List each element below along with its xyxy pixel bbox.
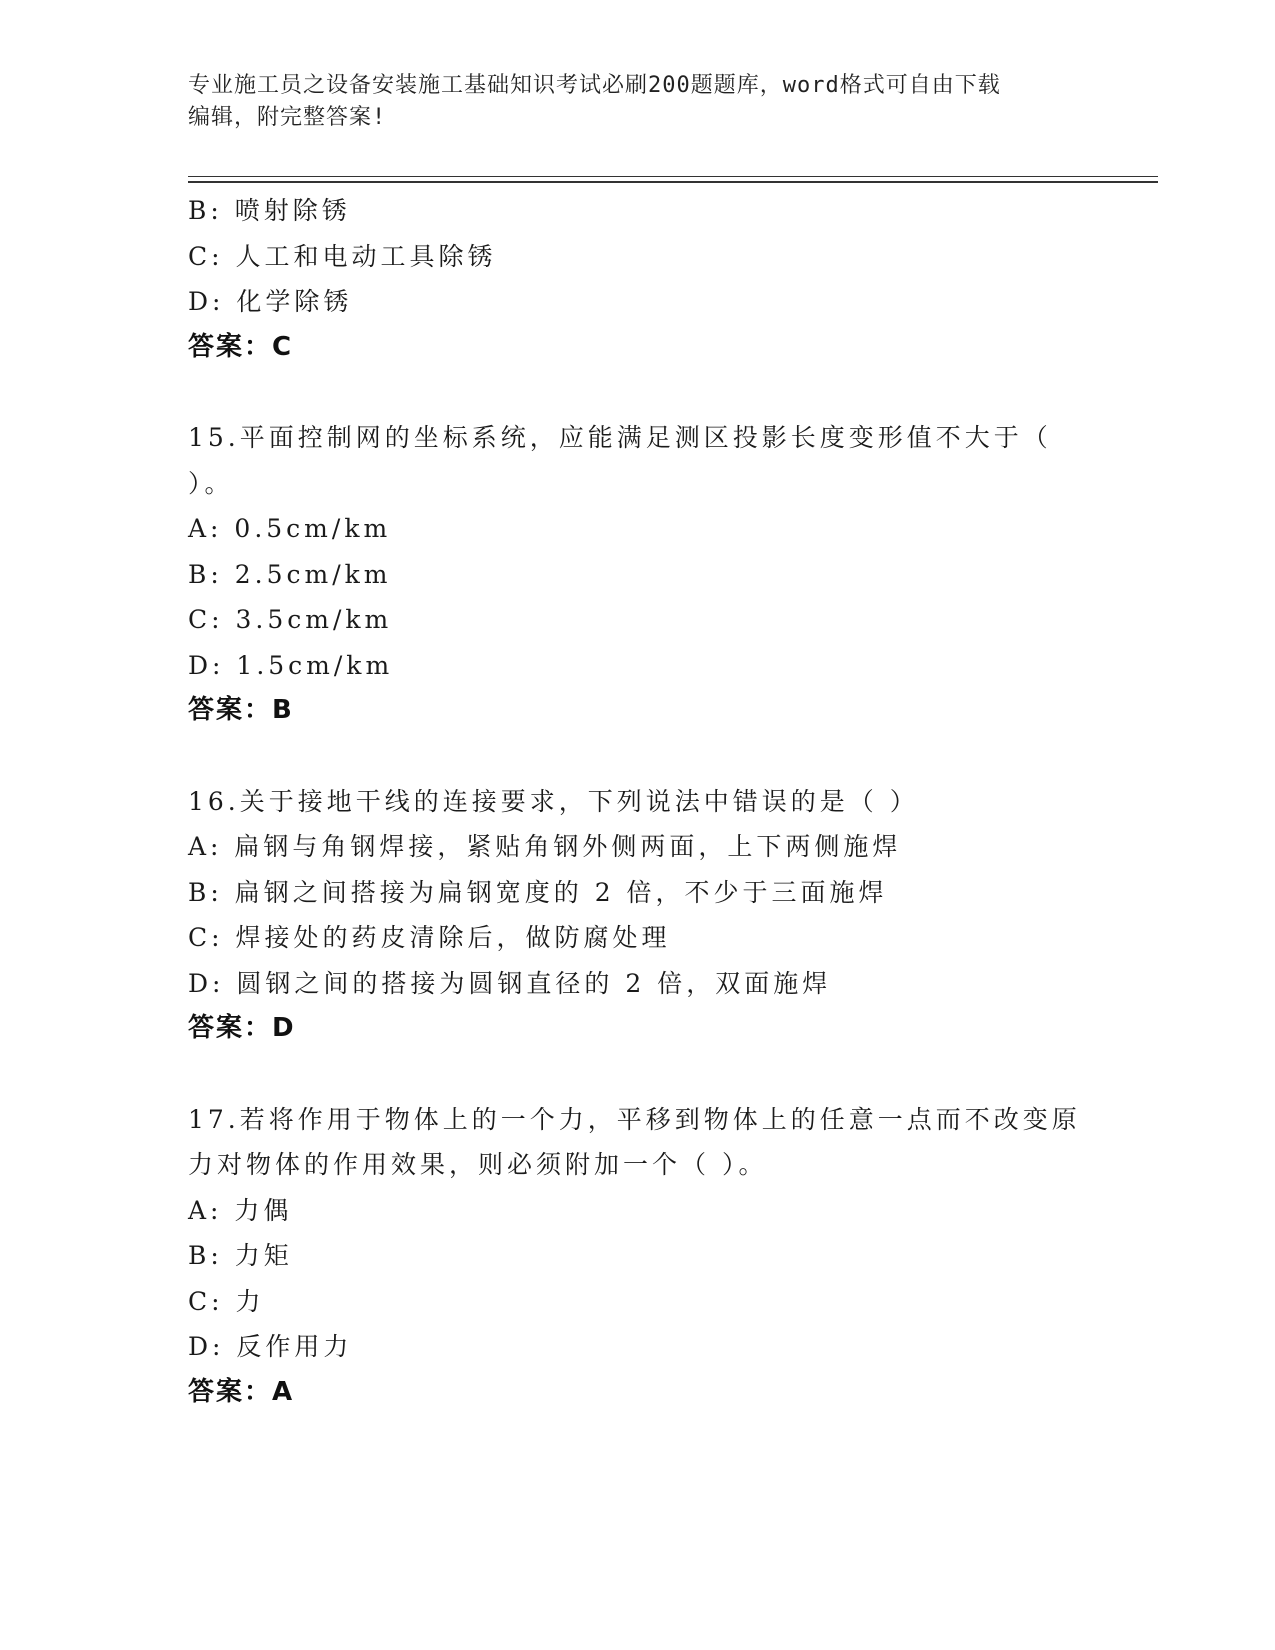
question-stem-line-2: ）。 bbox=[188, 468, 234, 498]
question-list bbox=[188, 188, 1088, 1415]
answer: 答案：B bbox=[188, 695, 294, 725]
option-b: B: 喷射除锈 bbox=[188, 196, 351, 225]
question-17 bbox=[188, 1097, 1088, 1416]
option-d: D: 反作用力 bbox=[188, 1332, 353, 1361]
option-c: C: 力 bbox=[188, 1286, 265, 1316]
option-b: B: 扁钢之间搭接为扁钢宽度的 2 倍，不少于三面施焊 bbox=[188, 877, 888, 907]
spacer bbox=[188, 370, 1088, 415]
option-c: C: 3.5cm/km bbox=[188, 605, 393, 634]
question-16 bbox=[188, 779, 1088, 1052]
option-a: A: 扁钢与角钢焊接，紧贴角钢外侧两面，上下两侧施焊 bbox=[188, 832, 902, 861]
question-stem-line-1: 16.关于接地干线的连接要求，下列说法中错误的是（ ） bbox=[188, 786, 919, 816]
option-c: C: 焊接处的药皮清除后，做防腐处理 bbox=[188, 923, 671, 952]
answer: 答案：A bbox=[188, 1376, 295, 1407]
header-line-2: 编辑，附完整答案! bbox=[188, 105, 387, 130]
spacer bbox=[188, 1052, 1088, 1097]
question-stem-line-1: 17.若将作用于物体上的一个力，平移到物体上的任意一点而不改变原 bbox=[188, 1104, 1081, 1134]
option-a: A: 力偶 bbox=[188, 1195, 293, 1225]
question-15 bbox=[188, 415, 1088, 734]
question-stem-line-2: 力对物体的作用效果，则必须附加一个（ ）。 bbox=[188, 1150, 768, 1179]
answer: 答案：D bbox=[188, 1013, 296, 1043]
answer: 答案：C bbox=[188, 331, 294, 362]
option-d: D: 1.5cm/km bbox=[188, 650, 394, 680]
option-d: D: 圆钢之间的搭接为圆钢直径的 2 倍，双面施焊 bbox=[188, 968, 832, 998]
option-d: D: 化学除锈 bbox=[188, 287, 353, 316]
header-rule-thick bbox=[188, 181, 1158, 183]
option-a: A: 0.5cm/km bbox=[188, 514, 392, 543]
header-line-1: 专业施工员之设备安装施工基础知识考试必刷200题题库，word格式可自由下载 bbox=[188, 73, 1001, 98]
option-c: C: 人工和电动工具除锈 bbox=[188, 241, 497, 271]
spacer bbox=[188, 734, 1088, 779]
option-b: B: 2.5cm/km bbox=[188, 559, 392, 589]
page-header bbox=[188, 70, 1068, 134]
question-stem-line-1: 15.平面控制网的坐标系统，应能满足测区投影长度变形值不大于（ bbox=[188, 423, 1052, 452]
question-14-partial bbox=[188, 188, 1088, 370]
header-rule-thin bbox=[188, 176, 1158, 177]
option-b: B: 力矩 bbox=[188, 1241, 293, 1270]
